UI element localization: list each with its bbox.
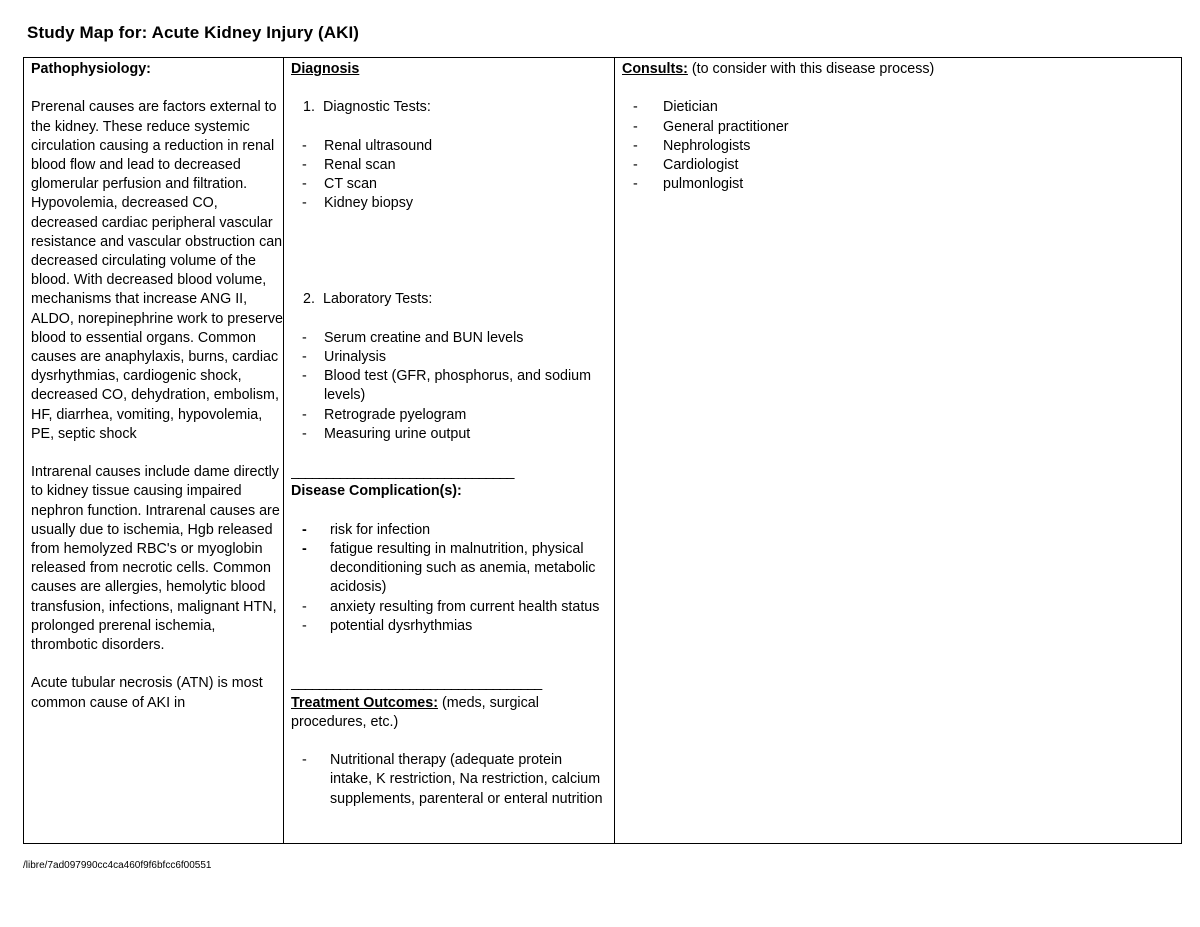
list-item: - Serum creatine and BUN levels (302, 329, 524, 346)
consults-heading-line (622, 60, 1181, 79)
prerenal-paragraph: Prerenal causes are factors external to the kidney. These reduce systemic circulation causing a reduction in renal blood flow and lead to decreased glomerular perfusion and filtration. Hypovolemia, decreased CO, decreased cardiac peripheral vascular resistance and vascular obstruction can decreased circulating volume of the blood. With decreased blood volume, mechanisms that increase ANG II, ALDO, norepinephrine work to preserve blood to essential organs. Common causes are anaphylaxis, burns, cardiac dysrhythmias, cardiogenic shock, decreased CO, dehydration, embolism, HF, diarrhea, vomiting, hypovolemia, PE, septic shock (31, 99, 283, 442)
list-item: - potential dysrhythmias (302, 617, 473, 634)
diagnosis-heading: Diagnosis (291, 61, 360, 77)
list-item: - Blood test (GFR, phosphorus, and sodium levels) (302, 368, 592, 404)
atn-paragraph: Acute tubular necrosis (ATN) is most common cause of AKI in (31, 675, 263, 711)
list-item: - risk for infection (302, 521, 431, 538)
consults-column (614, 58, 1181, 843)
list-item: - Nutritional therapy (adequate protein intake, K restriction, Na restriction, calcium supplements, parenteral or enteral nutrition (302, 752, 603, 807)
complications-heading: Disease Complication(s): (291, 483, 462, 500)
pathophysiology-column (24, 58, 283, 843)
diagnostic-tests-label (291, 98, 614, 117)
consults-note: (to consider with this disease process) (687, 61, 935, 77)
document-path-footer: /libre/7ad097990cc4ca460f9f6bfcc6f00551 (23, 860, 212, 871)
consults-heading: Consults: (622, 61, 688, 77)
section-divider: ____________________________________ (291, 675, 542, 692)
list-item: - Urinalysis (302, 348, 386, 365)
list-item: - Renal scan (302, 156, 396, 173)
list-number: 1. (303, 99, 315, 116)
list-number: 2. (303, 291, 315, 308)
treatment-heading-line (291, 694, 614, 732)
list-item: - General practitioner (633, 118, 789, 135)
study-map-table (23, 57, 1182, 844)
list-item: - fatigue resulting in malnutrition, physical deconditioning such as anemia, metabolic acidosis) (302, 540, 596, 596)
list-item: - Retrograde pyelogram (302, 406, 467, 423)
intrarenal-paragraph: Intrarenal causes include dame directly to kidney tissue causing impaired nephron function. Intrarenal causes are usually due to ischemia, Hgb released from hemolyzed RBC's or myoglobin released from necrotic cells. Common causes are allergies, hemolytic blood transfusion, infections, malignant HTN, prolonged prerenal ischemia, thrombotic disorders. (31, 464, 280, 654)
diagnostic-tests-text: Diagnostic Tests: (323, 99, 431, 116)
treatment-heading: Treatment Outcomes: (291, 694, 438, 711)
laboratory-tests-label (291, 290, 614, 309)
list-item: - Renal ultrasound (302, 137, 433, 154)
laboratory-tests-text: Laboratory Tests: (323, 291, 433, 308)
pathophysiology-heading: Pathophysiology: (31, 61, 151, 77)
list-item: - Dietician (633, 99, 718, 116)
treatment-note: (meds, surgical procedures, etc.) (291, 694, 539, 730)
diagnosis-column (283, 58, 614, 843)
list-item: - anxiety resulting from current health status (302, 598, 600, 615)
list-item: - Nephrologists (633, 137, 751, 154)
list-item: - pulmonlogist (633, 176, 744, 193)
list-item: - Measuring urine output (302, 425, 471, 442)
list-item: - Kidney biopsy (302, 195, 414, 212)
section-divider: ________________________________ (291, 464, 514, 481)
list-item: - Cardiologist (633, 157, 739, 173)
page-title: Study Map for: Acute Kidney Injury (AKI) (27, 23, 360, 42)
list-item: - CT scan (302, 176, 377, 193)
